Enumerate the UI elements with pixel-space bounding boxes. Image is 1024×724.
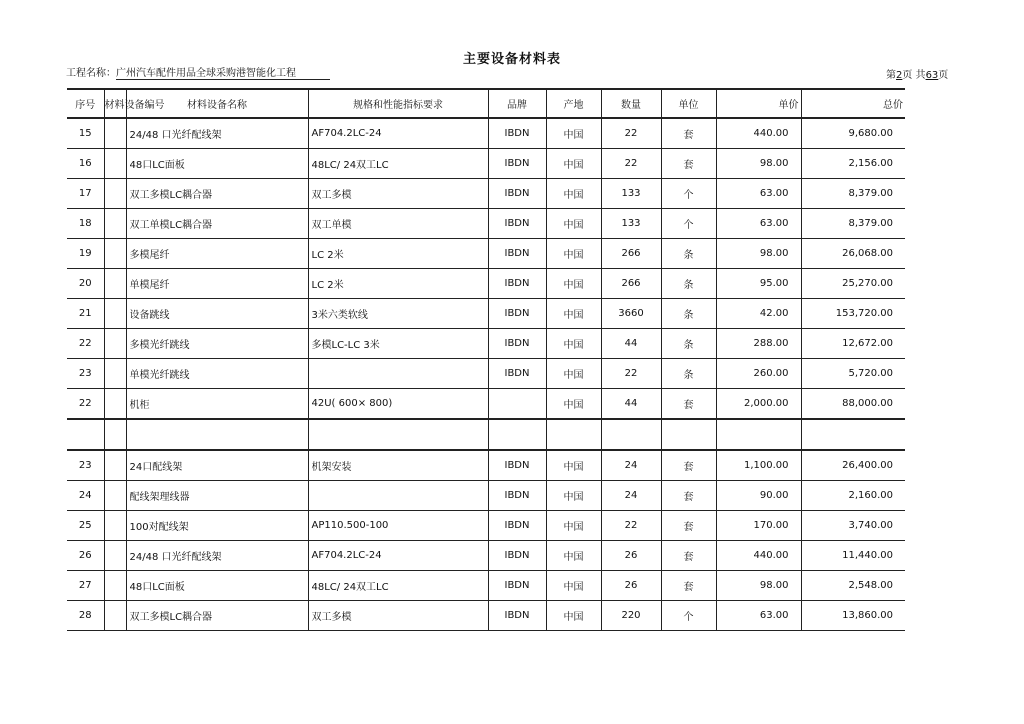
cell-price: 63.00 — [716, 179, 801, 209]
cell-brand: IBDN — [488, 450, 546, 481]
project-label: 工程名称： — [66, 68, 116, 79]
cell-name: 双工多模LC耦合器 — [126, 601, 308, 631]
cell-qty: 133 — [601, 179, 661, 209]
cell-price: 170.00 — [716, 511, 801, 541]
cell-name: 24/48 口光纤配线架 — [126, 541, 308, 571]
table-row — [67, 118, 905, 149]
cell-seq: 27 — [67, 571, 104, 601]
cell-qty: 22 — [601, 359, 661, 389]
cell-code — [104, 179, 126, 209]
cell-total: 2,548.00 — [801, 571, 905, 601]
cell-brand: IBDN — [488, 149, 546, 179]
cell-unit: 套 — [661, 571, 716, 601]
page-mid: 页 共 — [902, 70, 926, 81]
cell-total — [801, 419, 905, 450]
cell-brand: IBDN — [488, 118, 546, 149]
cell-seq: 20 — [67, 269, 104, 299]
cell-spec — [308, 359, 488, 389]
cell-unit: 条 — [661, 299, 716, 329]
cell-brand: IBDN — [488, 179, 546, 209]
col-header-spec: 规格和性能指标要求 — [308, 89, 488, 118]
cell-total: 153,720.00 — [801, 299, 905, 329]
cell-price: 95.00 — [716, 269, 801, 299]
cell-name: 机柜 — [126, 389, 308, 420]
cell-origin: 中国 — [546, 601, 601, 631]
cell-seq: 24 — [67, 481, 104, 511]
table-row — [67, 239, 905, 269]
cell-total: 9,680.00 — [801, 118, 905, 149]
cell-price: 260.00 — [716, 359, 801, 389]
cell-code — [104, 481, 126, 511]
cell-origin: 中国 — [546, 118, 601, 149]
table-row — [67, 389, 905, 420]
cell-unit: 套 — [661, 450, 716, 481]
table-row — [67, 329, 905, 359]
cell-spec: AF704.2LC-24 — [308, 541, 488, 571]
cell-code — [104, 299, 126, 329]
cell-name: 单模尾纤 — [126, 269, 308, 299]
cell-spec: LC 2米 — [308, 239, 488, 269]
project-name: 广州汽车配件用品全球采购港智能化工程 — [116, 64, 330, 80]
cell-unit: 套 — [661, 118, 716, 149]
cell-name: 单模光纤跳线 — [126, 359, 308, 389]
cell-origin: 中国 — [546, 149, 601, 179]
cell-code — [104, 511, 126, 541]
page-info — [886, 66, 948, 81]
table-row — [67, 541, 905, 571]
cell-seq: 23 — [67, 359, 104, 389]
cell-total: 26,068.00 — [801, 239, 905, 269]
cell-origin: 中国 — [546, 389, 601, 420]
cell-spec: LC 2米 — [308, 269, 488, 299]
cell-code — [104, 450, 126, 481]
cell-spec: 双工多模 — [308, 179, 488, 209]
cell-unit: 个 — [661, 209, 716, 239]
cell-price: 63.00 — [716, 209, 801, 239]
cell-seq: 16 — [67, 149, 104, 179]
cell-seq: 17 — [67, 179, 104, 209]
cell-total: 25,270.00 — [801, 269, 905, 299]
cell-origin: 中国 — [546, 481, 601, 511]
cell-code — [104, 571, 126, 601]
cell-code — [104, 149, 126, 179]
cell-name: 24/48 口光纤配线架 — [126, 118, 308, 149]
cell-qty: 44 — [601, 329, 661, 359]
cell-qty: 44 — [601, 389, 661, 420]
cell-spec: 双工多模 — [308, 601, 488, 631]
cell-origin: 中国 — [546, 541, 601, 571]
cell-total: 13,860.00 — [801, 601, 905, 631]
col-header-seq: 序号 — [67, 89, 104, 118]
cell-unit — [661, 419, 716, 450]
cell-brand — [488, 389, 546, 420]
cell-price: 63.00 — [716, 601, 801, 631]
cell-origin: 中国 — [546, 239, 601, 269]
cell-brand: IBDN — [488, 571, 546, 601]
cell-seq: 25 — [67, 511, 104, 541]
cell-spec: AF704.2LC-24 — [308, 118, 488, 149]
page-title: 主要设备材料表 — [462, 52, 561, 67]
cell-qty: 22 — [601, 511, 661, 541]
cell-origin: 中国 — [546, 571, 601, 601]
cell-qty: 26 — [601, 541, 661, 571]
cell-name: 设备跳线 — [126, 299, 308, 329]
cell-brand: IBDN — [488, 541, 546, 571]
cell-price: 90.00 — [716, 481, 801, 511]
col-header-qty: 数量 — [601, 89, 661, 118]
cell-qty: 133 — [601, 209, 661, 239]
cell-seq: 26 — [67, 541, 104, 571]
cell-name: 双工多模LC耦合器 — [126, 179, 308, 209]
cell-code — [104, 601, 126, 631]
cell-name: 100对配线架 — [126, 511, 308, 541]
table-row — [67, 209, 905, 239]
cell-qty — [601, 419, 661, 450]
table-row — [67, 299, 905, 329]
cell-qty: 266 — [601, 269, 661, 299]
cell-total: 8,379.00 — [801, 179, 905, 209]
table-row — [67, 511, 905, 541]
cell-seq: 15 — [67, 118, 104, 149]
cell-unit: 个 — [661, 179, 716, 209]
cell-unit: 套 — [661, 541, 716, 571]
cell-origin: 中国 — [546, 511, 601, 541]
cell-seq: 23 — [67, 450, 104, 481]
cell-unit: 套 — [661, 511, 716, 541]
cell-total: 11,440.00 — [801, 541, 905, 571]
cell-brand: IBDN — [488, 481, 546, 511]
cell-code — [104, 239, 126, 269]
table-row — [67, 149, 905, 179]
col-header-code: 材料设备编号 — [104, 89, 126, 118]
cell-name: 双工单模LC耦合器 — [126, 209, 308, 239]
table-row — [67, 450, 905, 481]
cell-code — [104, 389, 126, 420]
cell-total: 8,379.00 — [801, 209, 905, 239]
cell-brand: IBDN — [488, 329, 546, 359]
cell-price: 98.00 — [716, 571, 801, 601]
cell-brand: IBDN — [488, 601, 546, 631]
cell-unit: 条 — [661, 329, 716, 359]
cell-spec: 42U( 600× 800) — [308, 389, 488, 420]
table-header-row — [67, 89, 905, 118]
cell-brand: IBDN — [488, 209, 546, 239]
cell-spec: 双工单模 — [308, 209, 488, 239]
cell-price — [716, 419, 801, 450]
cell-code — [104, 541, 126, 571]
cell-price: 42.00 — [716, 299, 801, 329]
cell-origin: 中国 — [546, 359, 601, 389]
cell-spec — [308, 481, 488, 511]
table-row — [67, 269, 905, 299]
cell-total: 3,740.00 — [801, 511, 905, 541]
table-row — [67, 481, 905, 511]
cell-seq: 22 — [67, 389, 104, 420]
cell-price: 440.00 — [716, 118, 801, 149]
cell-total: 26,400.00 — [801, 450, 905, 481]
cell-price: 288.00 — [716, 329, 801, 359]
cell-spec: 3米六类软线 — [308, 299, 488, 329]
cell-name: 配线架理线器 — [126, 481, 308, 511]
cell-name: 多模尾纤 — [126, 239, 308, 269]
cell-spec: 多模LC-LC 3米 — [308, 329, 488, 359]
cell-code — [104, 359, 126, 389]
cell-seq: 28 — [67, 601, 104, 631]
cell-name: 48口LC面板 — [126, 149, 308, 179]
cell-unit: 套 — [661, 149, 716, 179]
cell-total: 5,720.00 — [801, 359, 905, 389]
cell-price: 2,000.00 — [716, 389, 801, 420]
cell-name: 多模光纤跳线 — [126, 329, 308, 359]
materials-table — [67, 88, 905, 631]
cell-qty: 22 — [601, 149, 661, 179]
table-row — [67, 179, 905, 209]
page-total: 63 — [925, 70, 939, 81]
cell-spec — [308, 419, 488, 450]
cell-name: 24口配线架 — [126, 450, 308, 481]
cell-code — [104, 329, 126, 359]
page-current: 2 — [896, 70, 903, 81]
cell-unit: 套 — [661, 481, 716, 511]
cell-spec: 机架安装 — [308, 450, 488, 481]
cell-seq: 21 — [67, 299, 104, 329]
cell-price: 98.00 — [716, 239, 801, 269]
col-header-unit: 单位 — [661, 89, 716, 118]
cell-spec: 48LC/ 24双工LC — [308, 571, 488, 601]
cell-price: 98.00 — [716, 149, 801, 179]
cell-unit: 条 — [661, 359, 716, 389]
cell-code — [104, 209, 126, 239]
col-header-price: 单价 — [716, 89, 801, 118]
cell-brand — [488, 419, 546, 450]
col-header-total: 总价 — [801, 89, 905, 118]
table-row — [67, 601, 905, 631]
cell-qty: 22 — [601, 118, 661, 149]
cell-origin: 中国 — [546, 269, 601, 299]
cell-total: 2,156.00 — [801, 149, 905, 179]
table-row — [67, 359, 905, 389]
cell-origin: 中国 — [546, 179, 601, 209]
col-header-brand: 品牌 — [488, 89, 546, 118]
cell-price: 440.00 — [716, 541, 801, 571]
cell-qty: 266 — [601, 239, 661, 269]
cell-seq: 22 — [67, 329, 104, 359]
cell-name — [126, 419, 308, 450]
cell-code — [104, 118, 126, 149]
cell-total: 88,000.00 — [801, 389, 905, 420]
cell-seq: 19 — [67, 239, 104, 269]
cell-origin: 中国 — [546, 299, 601, 329]
cell-qty: 24 — [601, 481, 661, 511]
cell-brand: IBDN — [488, 299, 546, 329]
cell-brand: IBDN — [488, 239, 546, 269]
cell-origin: 中国 — [546, 450, 601, 481]
cell-spec: AP110.500-100 — [308, 511, 488, 541]
page-suffix: 页 — [938, 70, 949, 81]
col-header-origin: 产地 — [546, 89, 601, 118]
project-line — [66, 64, 330, 80]
cell-qty: 24 — [601, 450, 661, 481]
cell-origin — [546, 419, 601, 450]
cell-brand: IBDN — [488, 511, 546, 541]
cell-unit: 条 — [661, 239, 716, 269]
cell-code — [104, 269, 126, 299]
cell-origin: 中国 — [546, 329, 601, 359]
cell-origin: 中国 — [546, 209, 601, 239]
page-prefix: 第 — [886, 70, 896, 81]
cell-spec: 48LC/ 24双工LC — [308, 149, 488, 179]
cell-price: 1,100.00 — [716, 450, 801, 481]
cell-total: 2,160.00 — [801, 481, 905, 511]
cell-brand: IBDN — [488, 359, 546, 389]
table-row — [67, 571, 905, 601]
cell-qty: 26 — [601, 571, 661, 601]
cell-total: 12,672.00 — [801, 329, 905, 359]
cell-name: 48口LC面板 — [126, 571, 308, 601]
cell-code — [104, 419, 126, 450]
col-header-name: 材料设备名称 — [126, 89, 308, 118]
cell-unit: 条 — [661, 269, 716, 299]
cell-brand: IBDN — [488, 269, 546, 299]
table-row — [67, 419, 905, 450]
cell-qty: 3660 — [601, 299, 661, 329]
cell-seq: 18 — [67, 209, 104, 239]
cell-qty: 220 — [601, 601, 661, 631]
cell-seq — [67, 419, 104, 450]
cell-unit: 套 — [661, 389, 716, 420]
cell-unit: 个 — [661, 601, 716, 631]
